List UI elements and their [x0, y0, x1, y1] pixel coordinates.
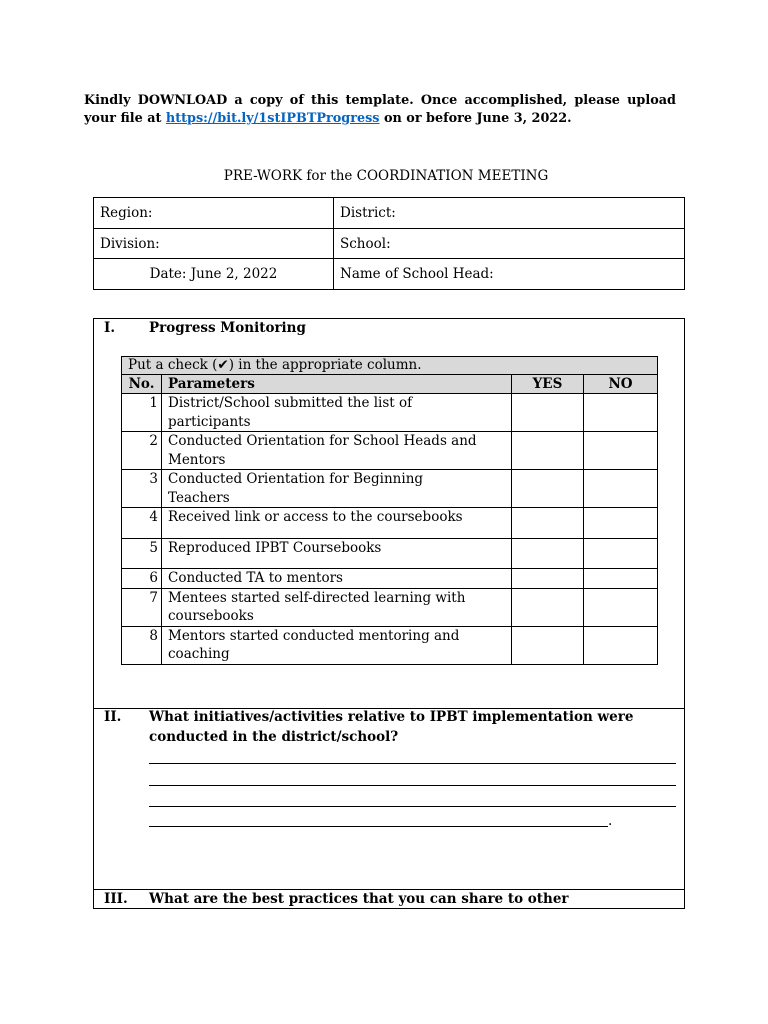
row-parameter: Conducted Orientation for School Heads and Mentors — [162, 432, 512, 470]
intro-deadline-text: on or before June 3, 2022. — [383, 111, 572, 126]
yes-cell — [512, 508, 584, 539]
column-header-yes: YES — [512, 375, 584, 394]
answer-line — [149, 785, 676, 786]
row-number: 2 — [122, 432, 162, 470]
no-cell — [584, 394, 658, 432]
section-heading: Progress Monitoring — [149, 320, 306, 336]
upload-link[interactable]: https://bit.ly/1stIPBTProgress — [165, 111, 380, 126]
table-row — [122, 470, 658, 508]
instruction-row — [122, 357, 658, 375]
yes-cell — [512, 394, 584, 432]
info-row — [94, 259, 685, 290]
yes-cell — [512, 569, 584, 589]
no-cell — [584, 588, 658, 626]
section-number: II. — [104, 709, 122, 725]
column-header-parameters: Parameters — [162, 375, 512, 394]
row-number: 7 — [122, 588, 162, 626]
division-field: Division: — [94, 229, 334, 259]
yes-cell — [512, 470, 584, 508]
row-parameter: District/School submitted the list of participants — [162, 394, 512, 432]
table-row — [122, 539, 658, 569]
info-row — [94, 229, 685, 259]
table-row — [122, 394, 658, 432]
section-number: III. — [104, 891, 128, 907]
school-info-table — [93, 197, 685, 290]
row-number: 8 — [122, 626, 162, 664]
row-number: 3 — [122, 470, 162, 508]
section-best-practices — [94, 889, 684, 908]
section-heading: What initiatives/activities relative to IPBT implementation were conducted in the district/school? — [149, 709, 634, 745]
answer-line — [149, 806, 676, 807]
table-instruction: Put a check (✔) in the appropriate column. — [122, 357, 658, 375]
row-parameter: Received link or access to the coursebooks — [162, 508, 512, 539]
row-number: 1 — [122, 394, 162, 432]
no-cell — [584, 569, 658, 589]
answer-line — [149, 826, 608, 827]
no-cell — [584, 508, 658, 539]
row-number: 6 — [122, 569, 162, 589]
answer-line — [149, 763, 676, 764]
intro-text: Kindly DOWNLOAD a copy of this template. Once accomplished, please upload your file at — [84, 93, 676, 126]
no-cell — [584, 432, 658, 470]
progress-monitoring-table — [121, 356, 658, 665]
questionnaire-box — [93, 318, 685, 909]
no-cell — [584, 539, 658, 569]
row-parameter: Conducted TA to mentors — [162, 569, 512, 589]
table-row — [122, 569, 658, 589]
date-field: Date: June 2, 2022 — [94, 259, 334, 290]
row-number: 5 — [122, 539, 162, 569]
table-row — [122, 508, 658, 539]
table-row — [122, 588, 658, 626]
yes-cell — [512, 588, 584, 626]
row-parameter: Conducted Orientation for Beginning Teachers — [162, 470, 512, 508]
section-initiatives — [94, 708, 684, 889]
section-heading: What are the best practices that you can share to other — [149, 891, 569, 907]
school-field: School: — [334, 229, 685, 259]
row-parameter: Mentors started conducted mentoring and coaching — [162, 626, 512, 664]
row-parameter: Reproduced IPBT Coursebooks — [162, 539, 512, 569]
table-row — [122, 432, 658, 470]
school-head-field: Name of School Head: — [334, 259, 685, 290]
no-cell — [584, 470, 658, 508]
table-row — [122, 626, 658, 664]
row-parameter: Mentees started self-directed learning with coursebooks — [162, 588, 512, 626]
region-field: Region: — [94, 198, 334, 229]
yes-cell — [512, 539, 584, 569]
column-header-no: No. — [122, 375, 162, 394]
answer-end-period: . — [608, 813, 613, 829]
column-header-no-answer: NO — [584, 375, 658, 394]
table-header-row — [122, 375, 658, 394]
page-title: PRE-WORK for the COORDINATION MEETING — [223, 168, 549, 184]
no-cell — [584, 626, 658, 664]
district-field: District: — [334, 198, 685, 229]
yes-cell — [512, 626, 584, 664]
intro-instructions — [84, 92, 676, 128]
section-progress-monitoring — [94, 319, 684, 708]
info-row — [94, 198, 685, 229]
yes-cell — [512, 432, 584, 470]
row-number: 4 — [122, 508, 162, 539]
section-number: I. — [104, 320, 116, 336]
